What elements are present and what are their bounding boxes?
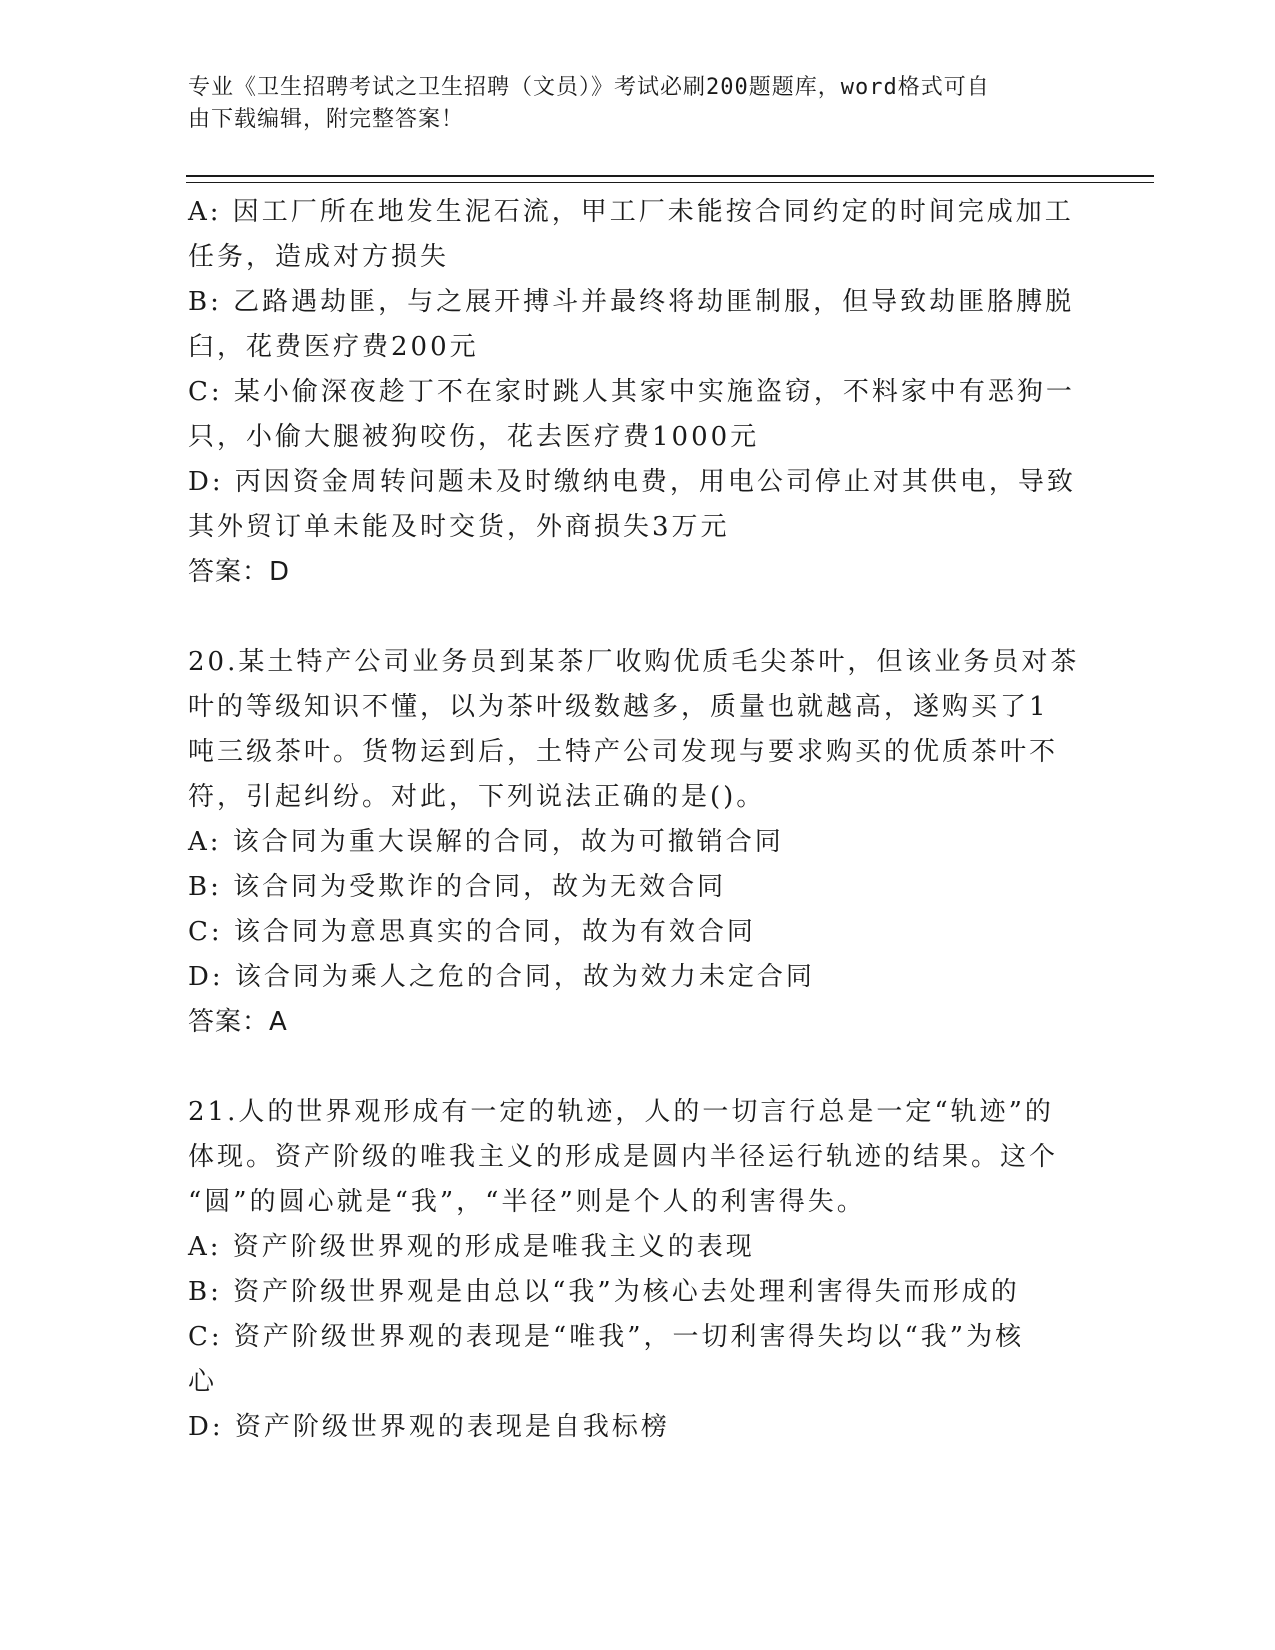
- option-d: 其外贸订单未能及时交货，外商损失3万元: [188, 512, 730, 542]
- question-20: [188, 640, 1088, 1045]
- option-d: D: 丙因资金周转问题未及时缴纳电费，用电公司停止对其供电，导致: [188, 467, 1076, 497]
- option-c: 只，小偷大腿被狗咬伤，花去医疗费1000元: [188, 422, 760, 452]
- option-b: 臼，花费医疗费200元: [188, 332, 479, 362]
- answer-label: 答案：D: [188, 557, 291, 587]
- option-b: B: 乙路遇劫匪，与之展开搏斗并最终将劫匪制服，但导致劫匪胳膊脱: [188, 287, 1075, 317]
- option-a: 任务，造成对方损失: [188, 242, 450, 272]
- option-c: C: 资产阶级世界观的表现是“唯我”，一切利害得失均以“我”为核: [188, 1322, 1025, 1352]
- option-a: A: 因工厂所在地发生泥石流，甲工厂未能按合同约定的时间完成加工: [188, 197, 1074, 227]
- question-stem: 吨三级茶叶。货物运到后，土特产公司发现与要求购买的优质茶叶不: [188, 737, 1059, 767]
- header-title-line: 由下载编辑，附完整答案！: [188, 107, 465, 132]
- spacer: [188, 595, 1088, 640]
- option-d: D: 资产阶级世界观的表现是自我标榜: [188, 1412, 670, 1442]
- option-a: A: 资产阶级世界观的形成是唯我主义的表现: [188, 1232, 755, 1262]
- option-a: A: 该合同为重大误解的合同，故为可撤销合同: [188, 827, 784, 857]
- question-stem: 符，引起纠纷。对此，下列说法正确的是()。: [188, 782, 766, 812]
- question-stem: 体现。资产阶级的唯我主义的形成是圆内半径运行轨迹的结果。这个: [188, 1142, 1059, 1172]
- option-b: B: 该合同为受欺诈的合同，故为无效合同: [188, 872, 727, 902]
- option-c: 心: [188, 1367, 218, 1397]
- spacer: [188, 1045, 1088, 1090]
- question-stem: 叶的等级知识不懂，以为茶叶级数越多，质量也就越高，遂购买了1: [188, 692, 1049, 722]
- question-stem: 20.某土特产公司业务员到某茶厂收购优质毛尖茶叶，但该业务员对茶: [188, 647, 1080, 677]
- document-body: [188, 190, 1088, 1450]
- question-19: [188, 190, 1088, 595]
- question-stem: 21.人的世界观形成有一定的轨迹，人的一切言行总是一定“轨迹”的: [188, 1097, 1054, 1127]
- option-d: D: 该合同为乘人之危的合同，故为效力未定合同: [188, 962, 815, 992]
- header-title-line: 专业《卫生招聘考试之卫生招聘（文员）》考试必刷200题题库，word格式可自: [188, 75, 990, 100]
- document-header: [188, 72, 1068, 136]
- question-stem: “圆”的圆心就是“我”，“半径”则是个人的利害得失。: [188, 1187, 866, 1217]
- header-divider: [186, 175, 1154, 177]
- option-c: C: 某小偷深夜趁丁不在家时跳人其家中实施盗窃，不料家中有恶狗一: [188, 377, 1075, 407]
- option-b: B: 资产阶级世界观是由总以“我”为核心去处理利害得失而形成的: [188, 1277, 1020, 1307]
- question-21: [188, 1090, 1088, 1450]
- answer-label: 答案：A: [188, 1007, 288, 1037]
- header-divider: [186, 182, 1154, 183]
- option-c: C: 该合同为意思真实的合同，故为有效合同: [188, 917, 756, 947]
